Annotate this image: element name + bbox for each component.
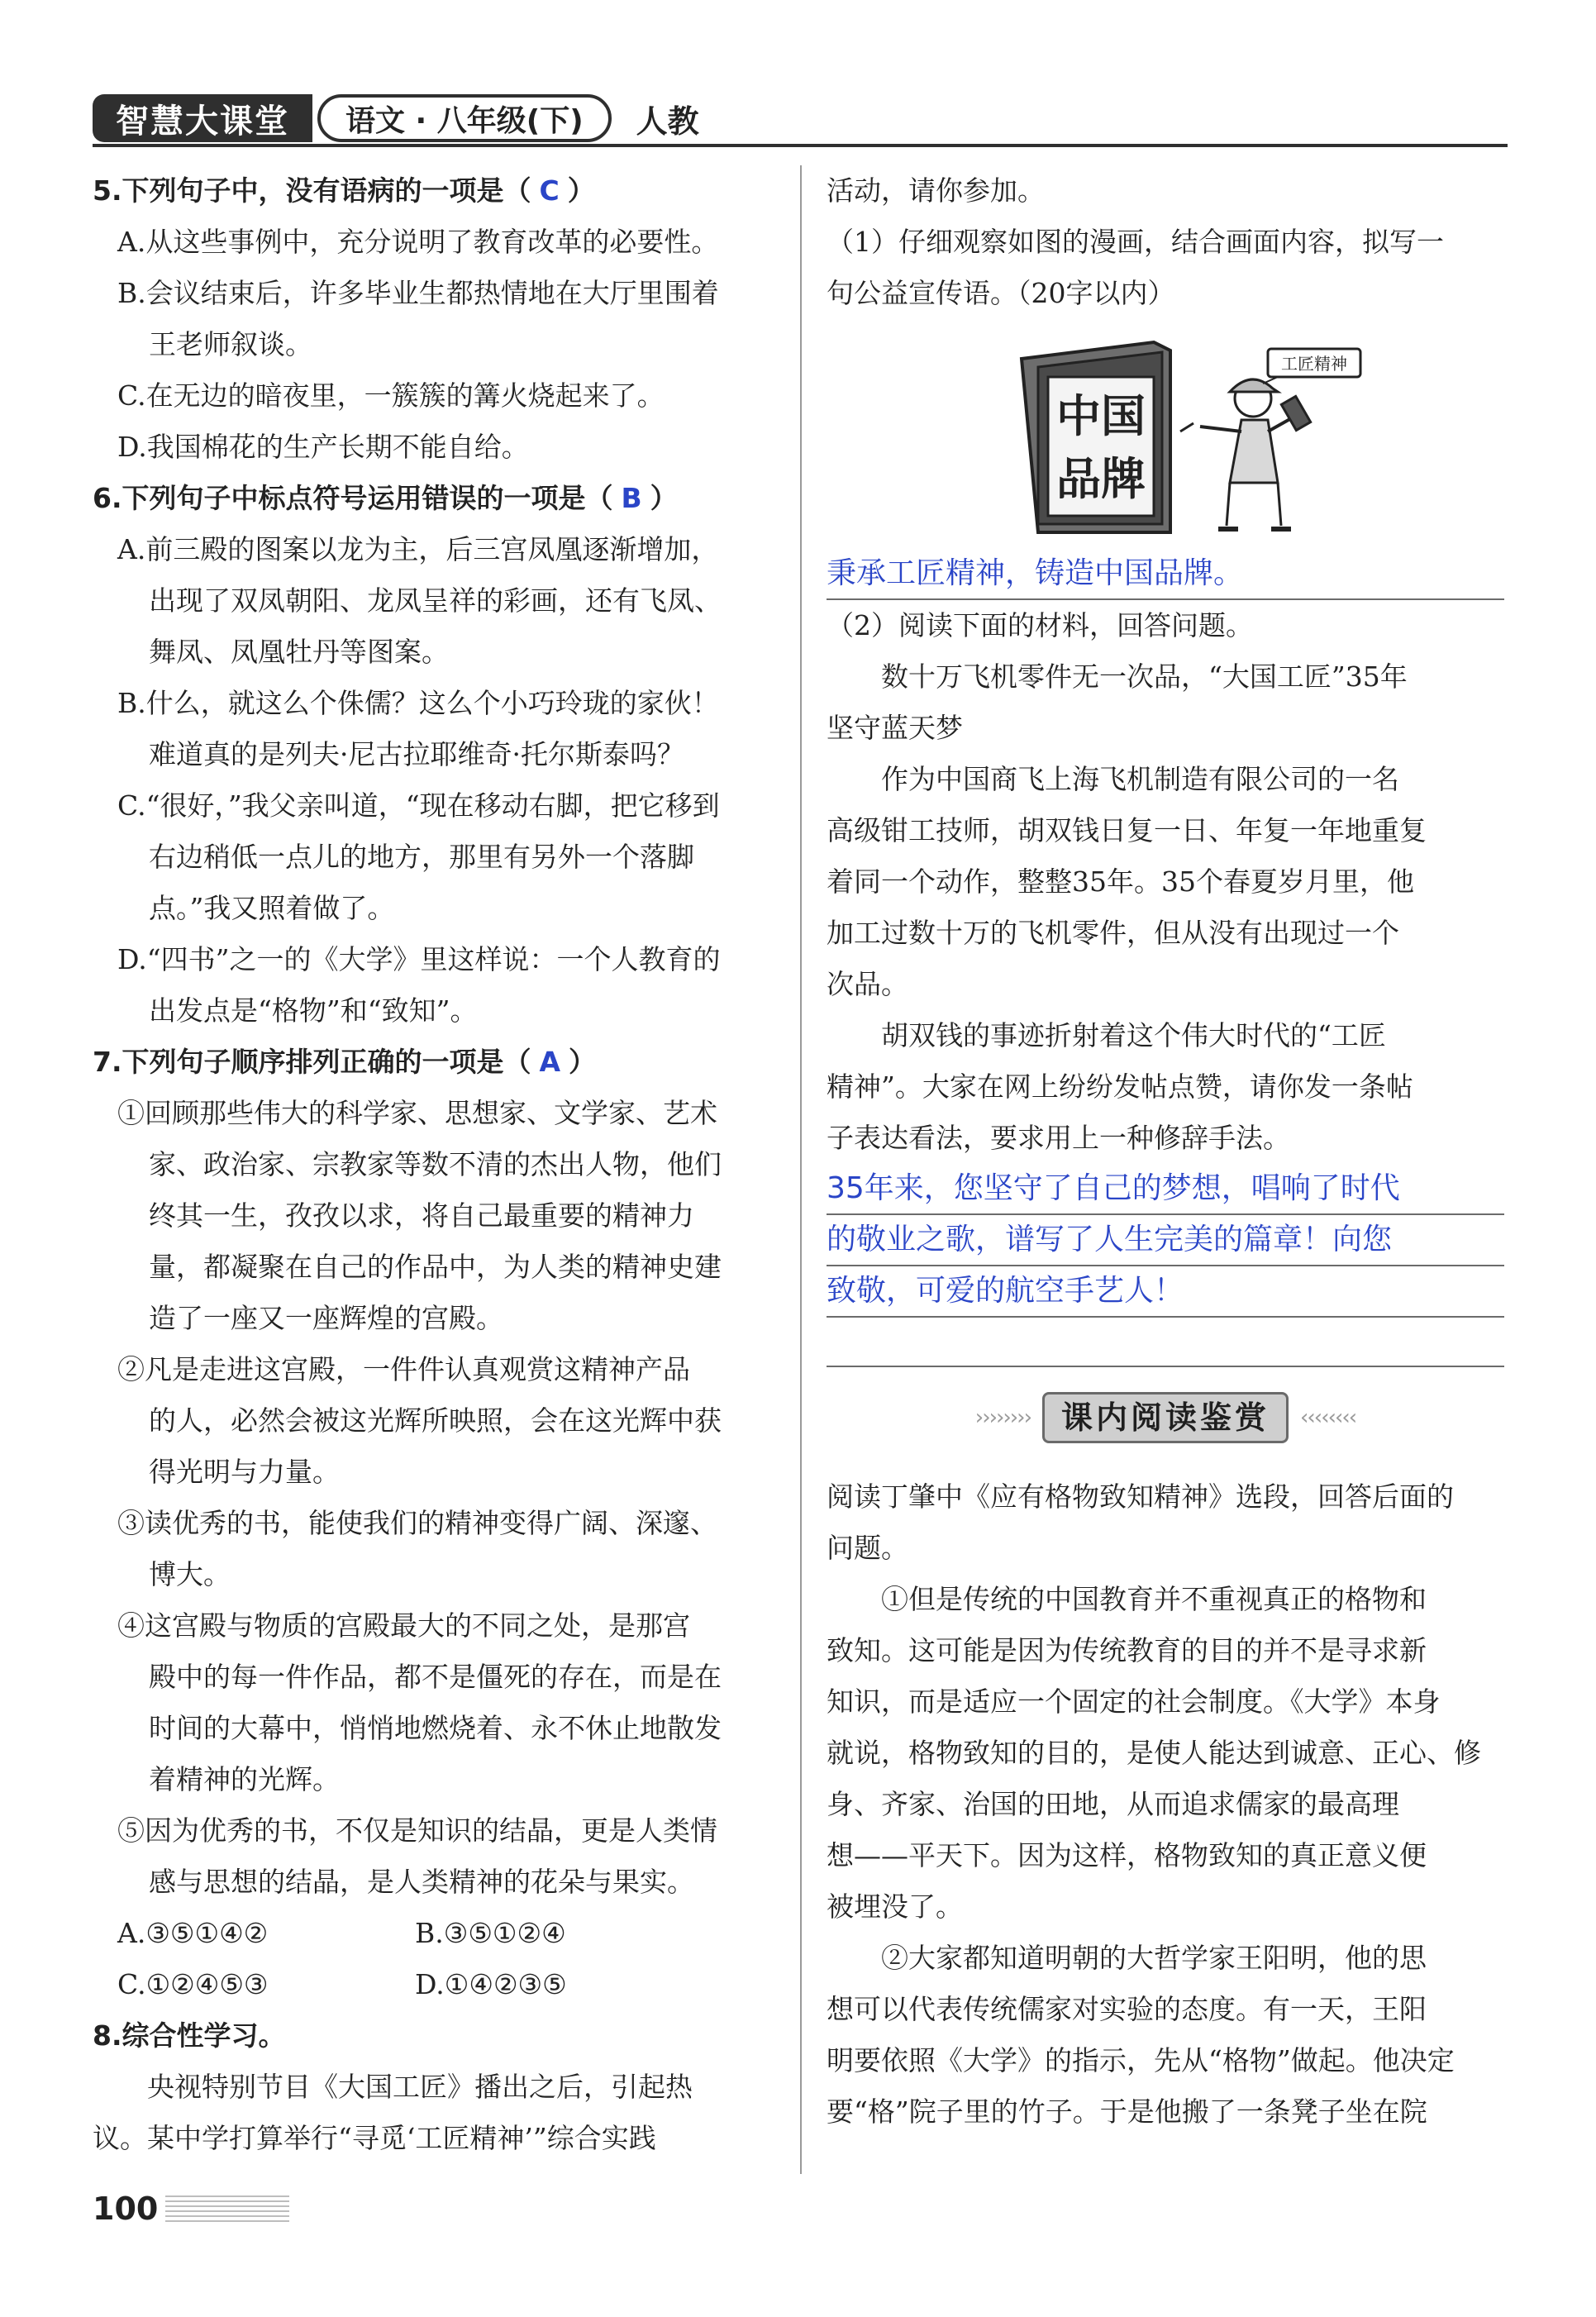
reading-paragraph-1-cont: 身、齐家、治国的田地，从而追求儒家的最高理 — [827, 1788, 1399, 1820]
question-5 — [93, 165, 779, 217]
q8-paragraph-cont: 议。某中学打算举行“寻觅‘工匠精神’”综合实践 — [93, 2122, 656, 2154]
material-prompt-cont: 精神”。大家在网上纷纷发帖点赞，请你发一条帖 — [827, 1070, 1413, 1103]
q6-option-c-cont: 点。”我又照着做了。 — [149, 892, 395, 924]
reading-paragraph-1-cont: 就说，格物致知的目的，是使人能达到诚意、正心、修 — [827, 1737, 1481, 1769]
q7-option-d: D.①④②③⑤ — [415, 1968, 567, 2000]
section-heading — [827, 1392, 1504, 1443]
q6-option-a: A.前三殿的图案以龙为主，后三宫凤凰逐渐增加， — [117, 533, 719, 565]
material-text-cont: 着同一个动作，整整35年。35个春夏岁月里，他 — [827, 865, 1414, 898]
question-5-close: ） — [567, 174, 595, 207]
arrows-left-icon: ›››››››› — [974, 1405, 1031, 1430]
q6-option-a-cont: 舞凤、凤凰牡丹等图案。 — [149, 636, 449, 668]
question-7-answer: A — [539, 1046, 561, 1078]
left-column — [93, 165, 779, 2164]
q7-sentence-4: ④这宫殿与物质的宫殿最大的不同之处，是那宫 — [117, 1609, 690, 1642]
q7-sentence-5-cont: 感与思想的结晶，是人类精神的花朵与果实。 — [149, 1866, 694, 1898]
q6-option-c-cont: 右边稍低一点儿的地方，那里有另外一个落脚 — [149, 841, 694, 873]
question-7-close: ） — [569, 1046, 597, 1078]
q8-paragraph: 央视特别节目《大国工匠》播出之后，引起热 — [147, 2071, 693, 2103]
page-number-decoration — [165, 2195, 289, 2222]
q7-sentence-1-cont: 量，都凝聚在自己的作品中，为人类的精神史建 — [149, 1251, 722, 1283]
reading-intro: 阅读丁肇中《应有格物致知精神》选段，回答后面的 — [827, 1480, 1454, 1513]
reading-paragraph-2-cont: 想可以代表传统儒家对实验的态度。有一天，王阳 — [827, 1993, 1427, 2025]
q7-sentence-2: ②凡是走进这宫殿，一件件认真观赏这精神产品 — [117, 1353, 690, 1385]
reading-paragraph-1-cont: 知识，而是适应一个固定的社会制度。《大学》本身 — [827, 1685, 1441, 1718]
q7-option-a: A.③⑤①④② — [117, 1917, 269, 1949]
q5-option-b-cont: 王老师叙谈。 — [149, 328, 312, 360]
q7-sentence-2-cont: 的人，必然会被这光辉所映照，会在这光辉中获 — [149, 1404, 722, 1437]
q6-option-b-cont: 难道真的是列夫·尼古拉耶维奇·托尔斯泰吗？ — [149, 738, 684, 770]
material-prompt: 胡双钱的事迹折射着这个伟大时代的“工匠 — [881, 1019, 1386, 1051]
comic-tag-text: 工匠精神 — [1281, 354, 1347, 374]
question-8: 8.综合性学习。 — [93, 2019, 286, 2052]
reading-paragraph-1: ①但是传统的中国教育并不重视真正的格物和 — [881, 1583, 1427, 1615]
header-rule — [93, 144, 1508, 147]
section-title: 课内阅读鉴赏 — [1042, 1392, 1289, 1443]
q7-sentence-4-cont: 着精神的光辉。 — [149, 1763, 340, 1795]
comic-board-text-1: 中国 — [1056, 390, 1146, 442]
q7-sentence-4-cont: 时间的大幕中，悄悄地燃烧着、永不休止地散发 — [149, 1712, 722, 1744]
arrows-right-icon: ‹‹‹‹‹‹‹‹ — [1300, 1405, 1356, 1430]
material-prompt-cont: 子表达看法，要求用上一种修辞手法。 — [827, 1122, 1290, 1154]
q6-option-b: B.什么，就这么个侏儒？这么个小巧玲珑的家伙！ — [117, 687, 719, 719]
q5-option-c: C.在无边的暗夜里，一簇簇的篝火烧起来了。 — [117, 379, 665, 412]
q7-sentence-4-cont: 殿中的每一件作品，都不是僵死的存在，而是在 — [149, 1661, 722, 1693]
material-text-cont: 加工过数十万的飞机零件，但从没有出现过一个 — [827, 917, 1399, 949]
material-text: 作为中国商飞上海飞机制造有限公司的一名 — [881, 763, 1399, 795]
question-6-close: ） — [650, 482, 678, 514]
material-text-cont: 次品。 — [827, 968, 908, 1000]
q7-sentence-1-cont: 家、政治家、宗教家等数不清的杰出人物，他们 — [149, 1148, 722, 1180]
reading-intro-cont: 问题。 — [827, 1532, 908, 1564]
subject-label: 语文 · 八年级(下) — [317, 94, 612, 142]
q7-sentence-3: ③读优秀的书，能使我们的精神变得广阔、深邃、 — [117, 1507, 717, 1539]
answer-slogan: 秉承工匠精神，铸造中国品牌。 — [827, 549, 1504, 600]
question-6-answer: B — [621, 482, 642, 514]
q6-option-d-cont: 出发点是“格物”和“致知”。 — [149, 994, 478, 1027]
q5-option-d: D.我国棉花的生产长期不能自给。 — [117, 431, 529, 463]
question-5-answer: C — [539, 174, 560, 207]
edition-label: 人教 — [636, 103, 699, 140]
q8-sub-1: （1）仔细观察如图的漫画，结合画面内容，拟写一 — [827, 226, 1444, 258]
material-title: 数十万飞机零件无一次品，“大国工匠”35年 — [881, 660, 1408, 693]
material-text-cont: 高级钳工技师，胡双钱日复一日、年复一年地重复 — [827, 814, 1427, 846]
question-6-stem: 6.下列句子中标点符号运用错误的一项是（ — [93, 482, 613, 514]
comic-illustration — [1005, 334, 1369, 541]
q6-option-a-cont: 出现了双凤朝阳、龙凤呈祥的彩画，还有飞凤、 — [149, 584, 722, 617]
blank-answer-line — [827, 1318, 1504, 1367]
page-number: 100 — [93, 2191, 159, 2227]
reading-paragraph-2-cont: 明要依照《大学》的指示，先从“格物”做起。他决定 — [827, 2044, 1455, 2076]
q5-option-a: A.从这些事例中，充分说明了教育改革的必要性。 — [117, 226, 719, 258]
q7-option-b: B.③⑤①②④ — [415, 1917, 566, 1949]
question-6 — [93, 473, 779, 524]
q7-sentence-1-cont: 造了一座又一座辉煌的宫殿。 — [149, 1302, 503, 1334]
answer-post: 35年来，您坚守了自己的梦想，唱响了时代 — [827, 1164, 1504, 1215]
reading-paragraph-1-cont: 致知。这可能是因为传统教育的目的并不是寻求新 — [827, 1634, 1427, 1666]
q7-sentence-5: ⑤因为优秀的书，不仅是知识的结晶，更是人类情 — [117, 1814, 717, 1847]
q7-sentence-1: ①回顾那些伟大的科学家、思想家、文学家、艺术 — [117, 1097, 717, 1129]
material-title-cont: 坚守蓝天梦 — [827, 712, 963, 744]
reading-paragraph-1-cont: 想——平天下。因为这样，格物致知的真正意义便 — [827, 1839, 1427, 1871]
reading-paragraph-2-cont: 要“格”院子里的竹子。于是他搬了一条凳子坐在院 — [827, 2095, 1427, 2128]
q7-sentence-1-cont: 终其一生，孜孜以求，将自己最重要的精神力 — [149, 1199, 694, 1232]
q6-option-c: C.“很好，”我父亲叫道，“现在移动右脚，把它移到 — [117, 789, 720, 822]
q7-options-row-1 — [93, 1908, 779, 1959]
page-header — [93, 93, 699, 144]
answer-post-cont: 的敬业之歌，谱写了人生完美的篇章！向您 — [827, 1215, 1504, 1266]
q7-sentence-3-cont: 博大。 — [149, 1558, 231, 1590]
answer-post-cont: 致敬，可爱的航空手艺人！ — [827, 1266, 1504, 1318]
question-7-stem: 7.下列句子顺序排列正确的一项是（ — [93, 1046, 531, 1078]
question-5-stem: 5.下列句子中，没有语病的一项是（ — [93, 174, 531, 207]
q7-option-c: C.①②④⑤③ — [117, 1968, 269, 2000]
q8-paragraph-end: 活动，请你参加。 — [827, 174, 1045, 207]
comic-worker — [1180, 379, 1311, 529]
q7-sentence-2-cont: 得光明与力量。 — [149, 1456, 340, 1488]
column-divider — [800, 165, 802, 2174]
question-7 — [93, 1037, 779, 1088]
right-column — [827, 165, 1504, 2138]
reading-paragraph-1-cont: 被埋没了。 — [827, 1890, 963, 1923]
q5-option-b: B.会议结束后，许多毕业生都热情地在大厅里围着 — [117, 277, 719, 309]
comic-board-text-2: 品牌 — [1056, 453, 1146, 505]
q8-sub-1-cont: 句公益宣传语。（20字以内） — [827, 277, 1175, 309]
reading-paragraph-2: ②大家都知道明朝的大哲学家王阳明，他的思 — [881, 1942, 1427, 1974]
brand-title: 智慧大课堂 — [93, 94, 312, 142]
q8-sub-2: （2）阅读下面的材料，回答问题。 — [827, 609, 1253, 641]
q6-option-d: D.“四书”之一的《大学》里这样说：一个人教育的 — [117, 943, 721, 975]
q7-options-row-2 — [93, 1959, 779, 2010]
